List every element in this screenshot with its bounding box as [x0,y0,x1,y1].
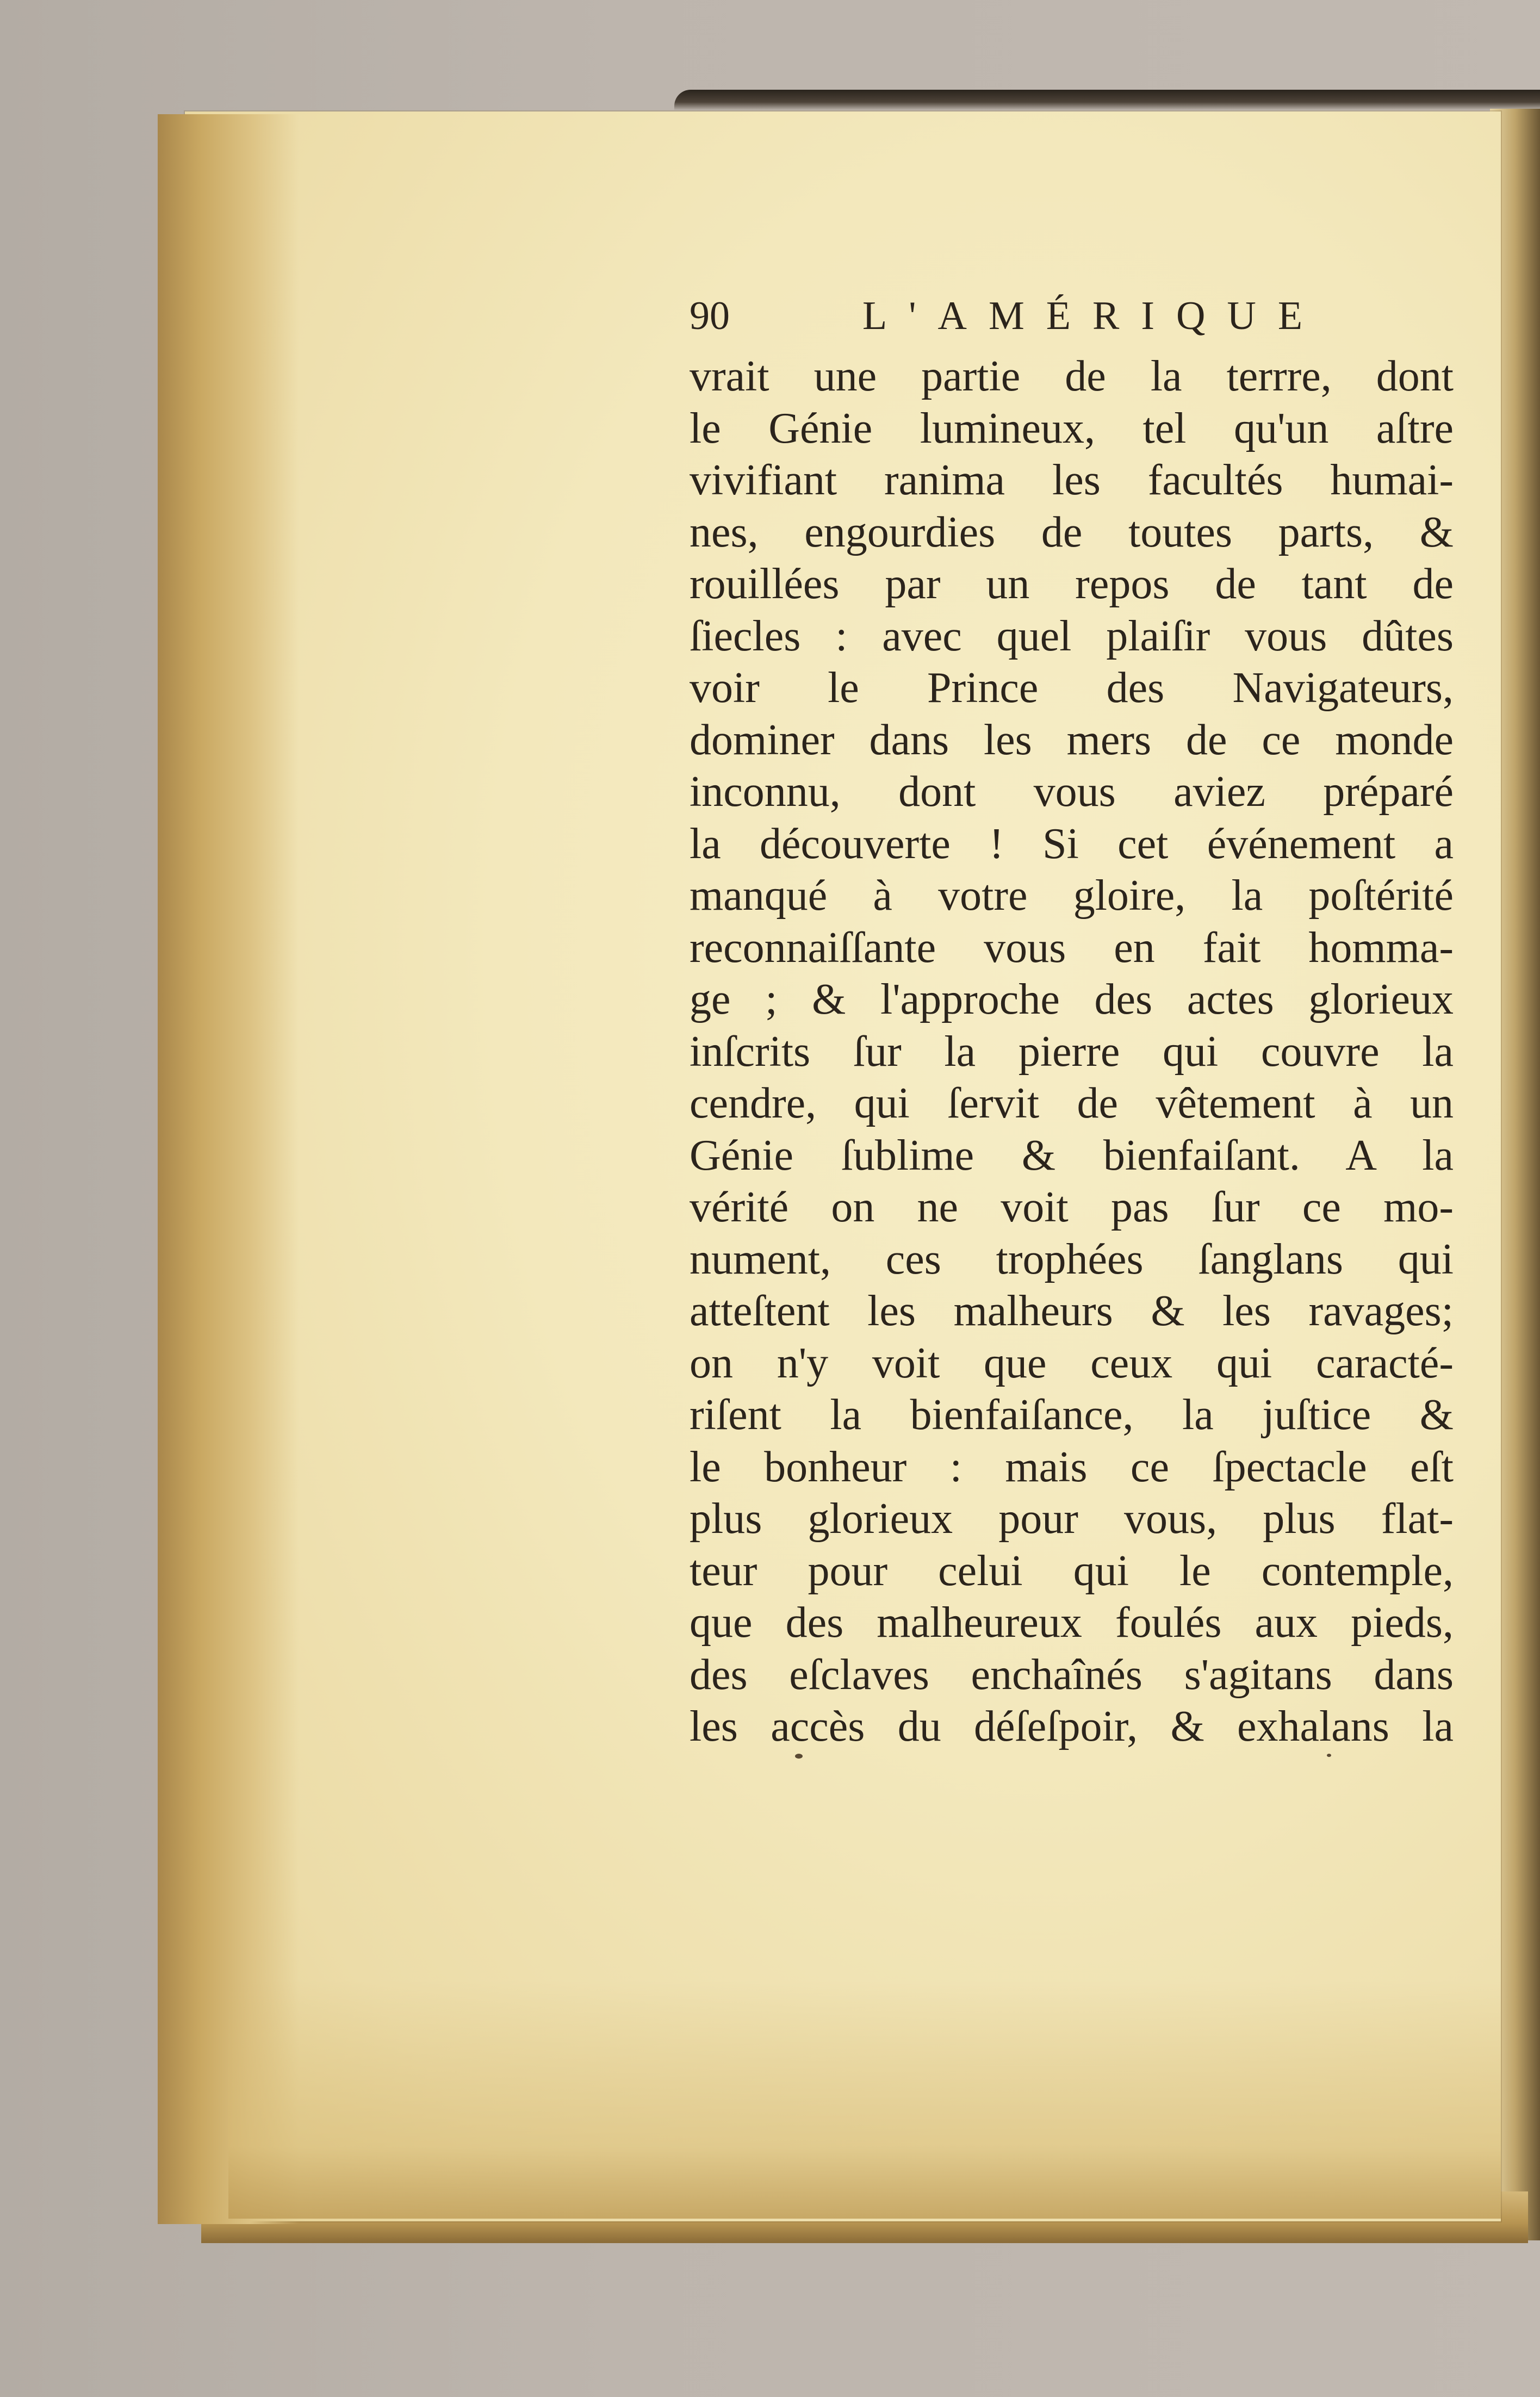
text-line: nes, engourdies de toutes parts, & [690,508,1454,556]
running-head [690,285,1454,351]
text-line: vrait une partie de la terrre, dont [690,352,1454,400]
text-line: dominer dans les mers de ce monde [690,716,1454,764]
text-line: inſcrits ſur la pierre qui couvre la [690,1027,1454,1076]
text-line: ge ; & l'approche des actes glorieux [690,976,1454,1023]
text-line: reconnaiſſante vous en fait homma- [690,923,1454,972]
text-line: plus glorieux pour vous, plus flat- [690,1495,1454,1543]
text-line: voir le Prince des Navigateurs, [690,664,1454,712]
page-worn-edge [158,114,299,2224]
text-line: manqué à votre gloire, la poſtérité [690,872,1454,920]
text-line: ſiecles : avec quel plaiſir vous dûtes [690,612,1454,660]
text-line: Génie ſublime & bienfaiſant. A la [690,1131,1454,1179]
text-line: atteſtent les malheurs & les ravages; [690,1287,1454,1335]
text-line: vivifiant ranima les facultés humai- [690,456,1454,504]
ink-speck [1327,1754,1331,1757]
text-line: la découverte ! Si cet événement a [690,819,1454,868]
text-line: vérité on ne voit pas ſur ce mo- [690,1183,1454,1231]
ink-speck [795,1754,803,1759]
text-line: teur pour celui qui le contemple, [690,1547,1454,1595]
book-top-edge [674,90,1540,110]
text-line: on n'y voit que ceux qui caracté- [690,1339,1454,1387]
text-line: rouillées par un repos de tant de [690,560,1454,608]
page-number: 90 [690,294,730,338]
page-stain [228,1979,1501,2219]
text-line: cendre, qui ſervit de vêtement à un [690,1079,1454,1127]
text-line: le Génie lumineux, tel qu'un aſtre [690,404,1454,452]
text-line: nument, ces trophées ſanglans qui [690,1235,1454,1283]
body-text [690,351,1454,1753]
text-line: que des malheureux foulés aux pieds, [690,1599,1454,1647]
text-line: inconnu, dont vous aviez préparé [690,768,1454,816]
text-line: riſent la bienfaiſance, la juſtice & [690,1391,1454,1439]
text-block [690,285,1454,1753]
text-line: des eſclaves enchaînés s'agitans dans [690,1650,1454,1699]
running-title: L'AMÉRIQUE [862,294,1325,338]
text-line: les accès du déſeſpoir, & exhalans la [690,1703,1454,1750]
text-line: le bonheur : mais ce ſpectacle eſt [690,1443,1454,1491]
